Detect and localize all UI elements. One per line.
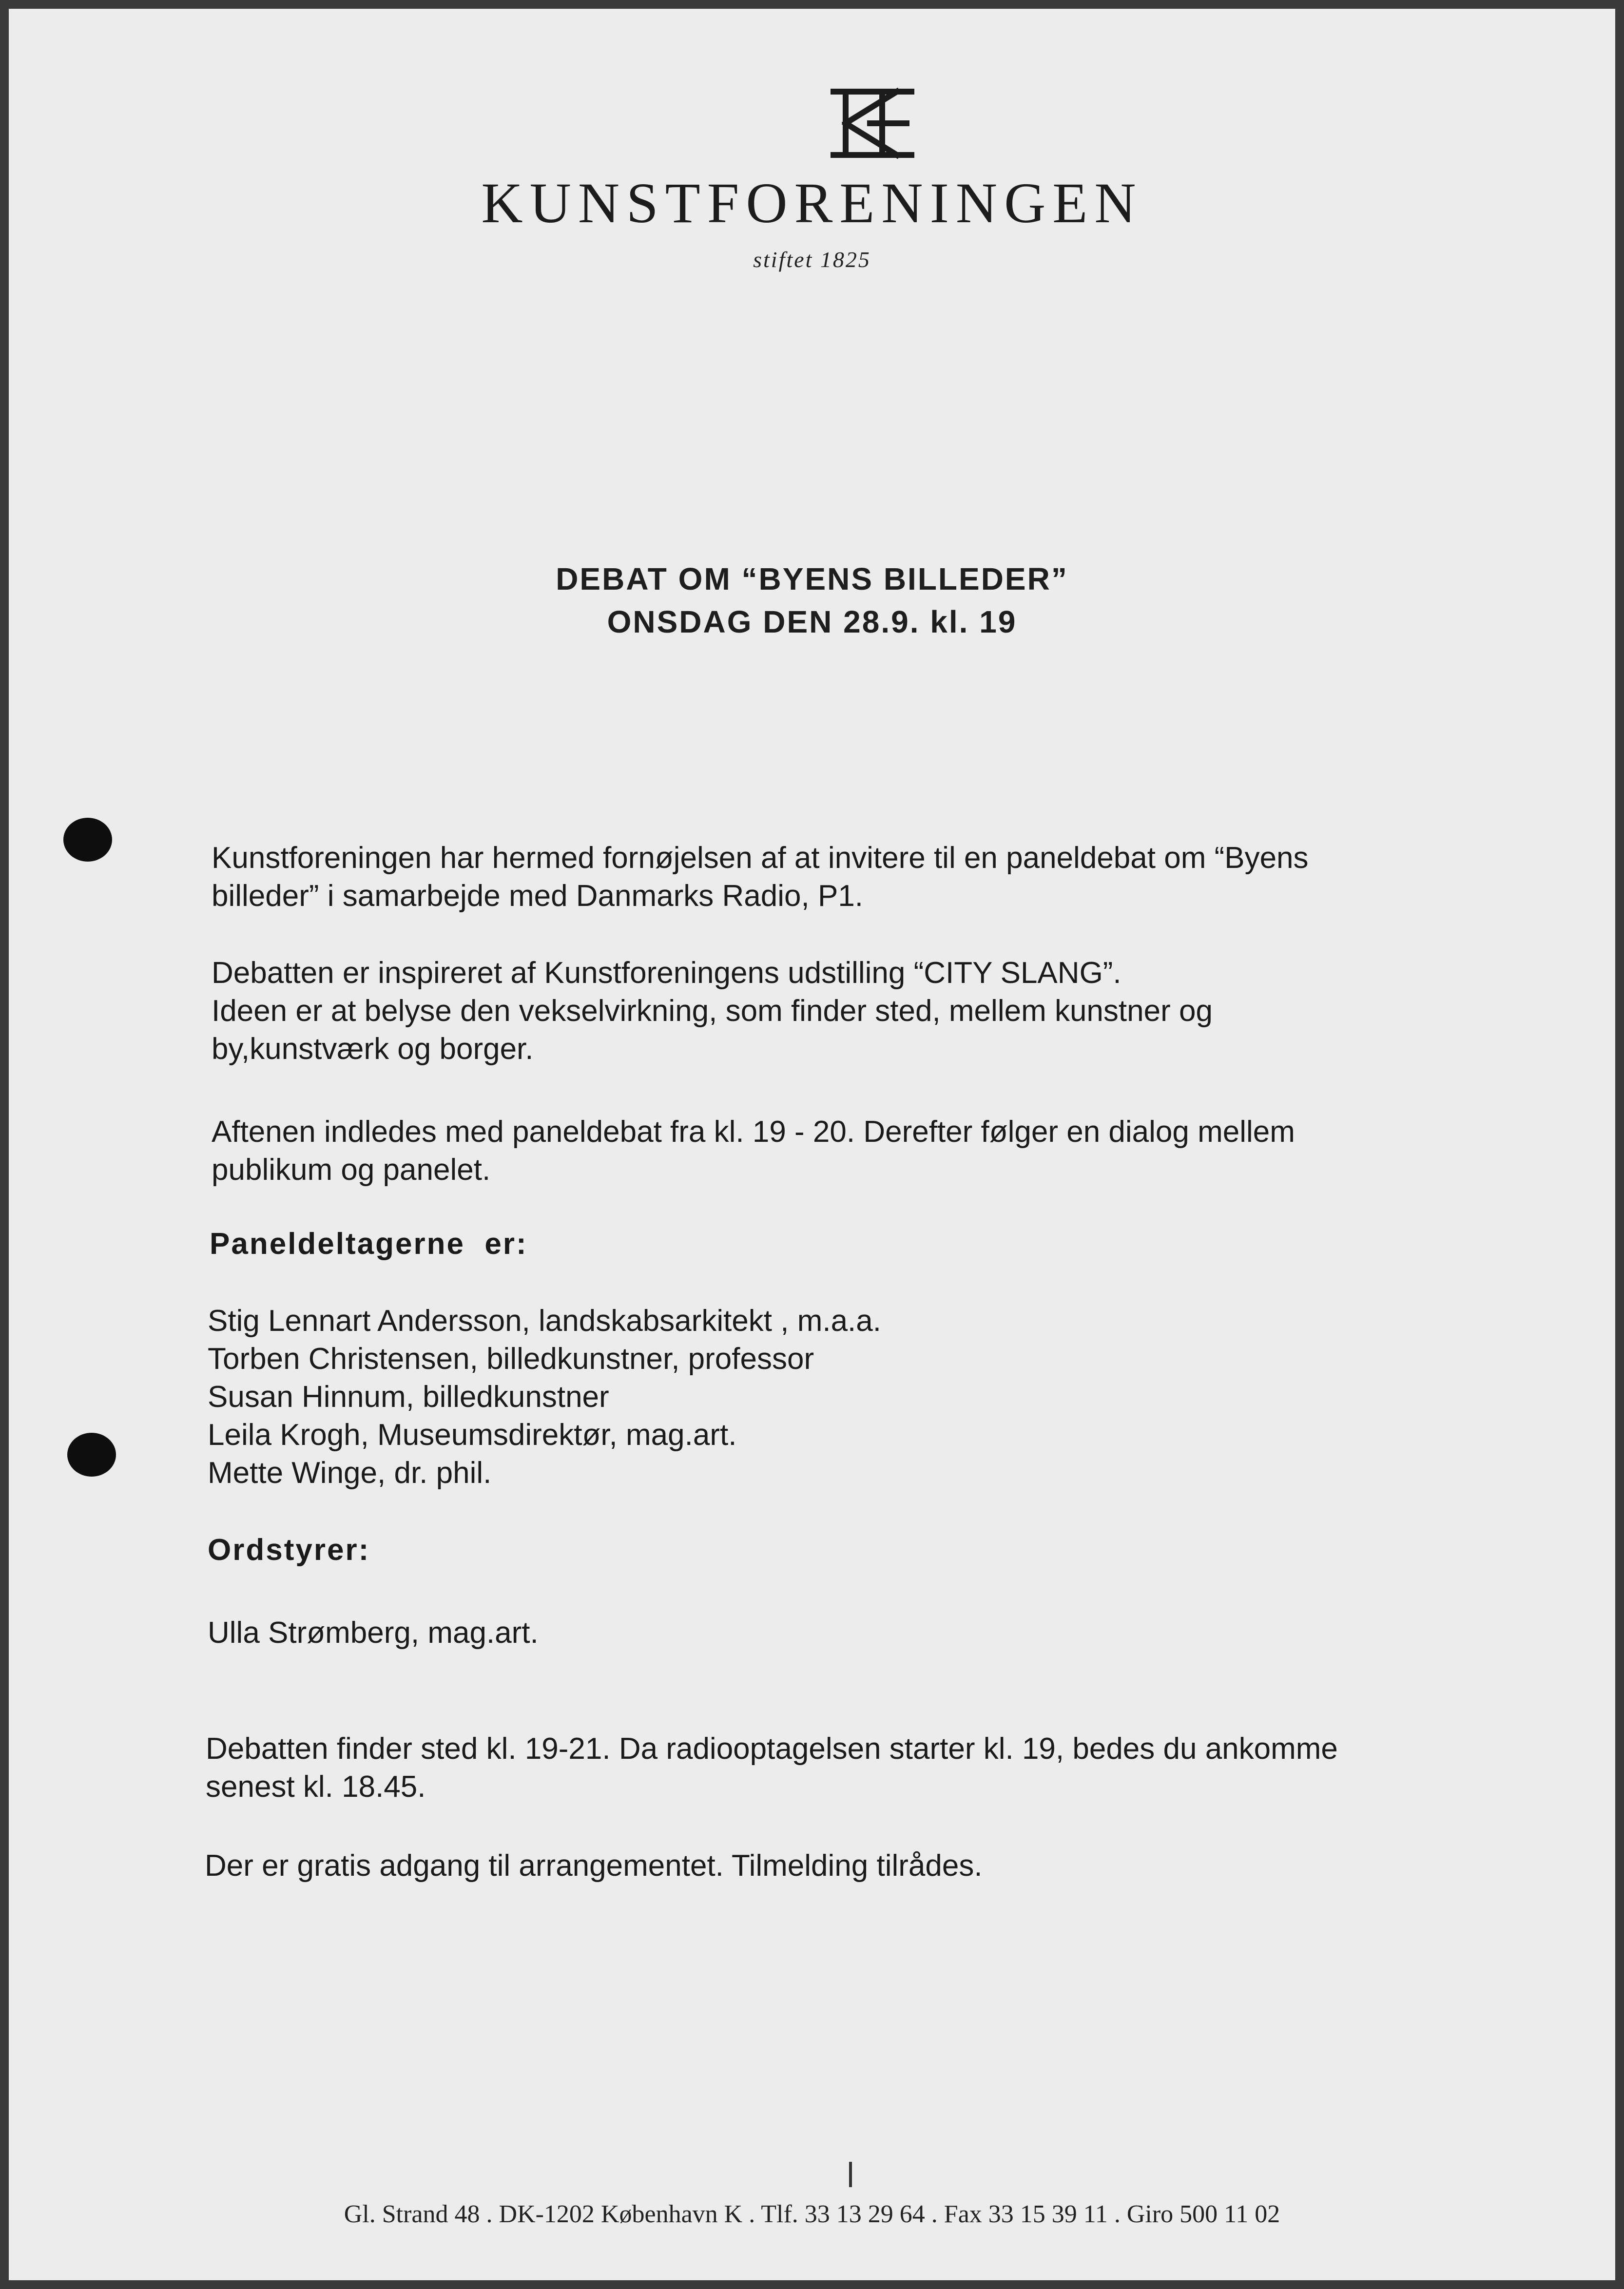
- organization-name: KUNSTFORENINGEN: [481, 171, 1143, 235]
- panel-member-list: [208, 1302, 881, 1492]
- text-line: billeder” i samarbejde med Danmarks Radio, P1.: [212, 879, 864, 913]
- organization-founded: stiftet 1825: [753, 247, 871, 272]
- intro-paragraph: [212, 839, 1309, 915]
- address-footer: Gl. Strand 48 . DK-1202 København K . Tlf. 33 13 29 64 . Fax 33 15 39 11 . Giro 500 11 02: [344, 2200, 1280, 2228]
- text-line: Debatten er inspireret af Kunstforeningens udstilling “CITY SLANG”.: [212, 956, 1121, 990]
- text-line: Debatten finder sted kl. 19-21. Da radiooptagelsen starter kl. 19, bedes du ankomme: [206, 1732, 1338, 1766]
- document-page: [9, 9, 1615, 2280]
- panel-member: Leila Krogh, Museumsdirektør, mag.art.: [208, 1418, 737, 1452]
- fold-mark: [849, 2162, 852, 2187]
- panel-member: Susan Hinnum, billedkunstner: [208, 1380, 609, 1414]
- text-line: by,kunstværk og borger.: [212, 1032, 534, 1066]
- text-line: senest kl. 18.45.: [206, 1770, 426, 1804]
- panel-heading: Paneldeltagerne er:: [210, 1227, 528, 1261]
- event-title-line-1: DEBAT OM “BYENS BILLEDER”: [556, 561, 1068, 596]
- inspiration-paragraph: [212, 954, 1213, 1068]
- text-line: publikum og panelet.: [212, 1153, 491, 1187]
- event-title-line-2: ONSDAG DEN 28.9. kl. 19: [607, 604, 1017, 639]
- punch-hole-lower: [67, 1433, 116, 1477]
- panel-member: Torben Christensen, billedkunstner, professor: [208, 1342, 814, 1376]
- moderator-heading: Ordstyrer:: [208, 1533, 370, 1567]
- panel-member: Mette Winge, dr. phil.: [208, 1456, 492, 1490]
- punch-hole-upper: [63, 818, 112, 862]
- admission-note: Der er gratis adgang til arrangementet. Tilmelding tilrådes.: [205, 1849, 983, 1883]
- evening-paragraph: [212, 1113, 1295, 1189]
- moderator-name: Ulla Strømberg, mag.art.: [208, 1616, 539, 1650]
- text-line: Kunstforeningen har hermed fornøjelsen af at invitere til en paneldebat om “Byens: [212, 841, 1309, 875]
- kf-monogram-icon: [824, 82, 921, 165]
- panel-member: Stig Lennart Andersson, landskabsarkitekt , m.a.a.: [208, 1304, 881, 1338]
- text-line: Aftenen indledes med paneldebat fra kl. 19 - 20. Derefter følger en dialog mellem: [212, 1115, 1295, 1149]
- timing-paragraph: [206, 1730, 1338, 1806]
- text-line: Ideen er at belyse den vekselvirkning, som finder sted, mellem kunstner og: [212, 994, 1213, 1028]
